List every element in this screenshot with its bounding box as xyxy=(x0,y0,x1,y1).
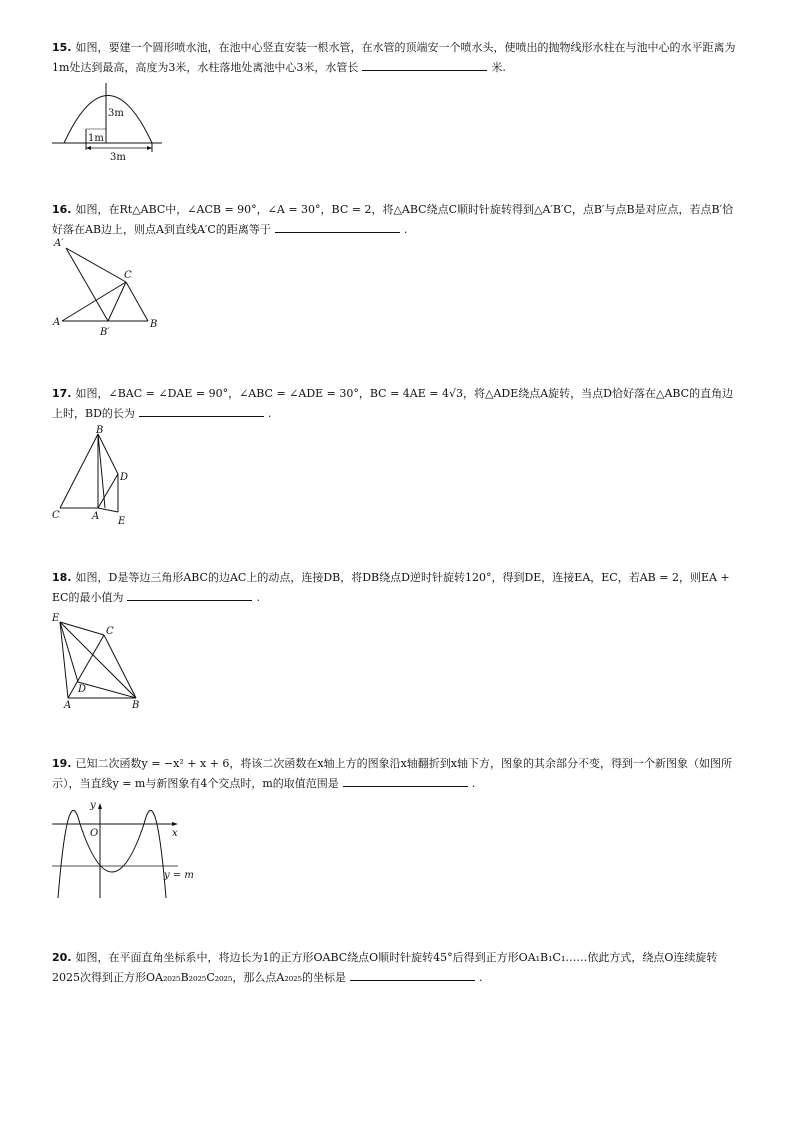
label-height: 3m xyxy=(108,108,124,119)
label-c: C xyxy=(52,510,60,521)
answer-blank[interactable] xyxy=(350,968,475,981)
label-d: D xyxy=(78,684,87,695)
figure-two-right-triangles xyxy=(50,424,140,530)
question-17 xyxy=(52,384,742,424)
figure-folded-parabola xyxy=(50,796,200,906)
label-origin: O xyxy=(90,828,99,839)
label-d: D xyxy=(120,472,129,483)
question-text-end: . xyxy=(478,971,483,984)
question-number: 16. xyxy=(52,203,72,216)
label-a: A xyxy=(53,317,61,328)
label-a: A xyxy=(92,511,100,522)
label-b: B xyxy=(96,425,104,436)
question-text: 如图，∠BAC = ∠DAE = 90°，∠ABC = ∠ADE = 30°，BC = 4AE = 4√3，将△ADE绕点A旋转，当点D恰好落在△ABC的直角边上时，BD的长为 xyxy=(52,387,734,420)
label-c: C xyxy=(106,626,114,637)
question-number: 17. xyxy=(52,387,72,400)
figure-rotated-triangle xyxy=(50,234,165,340)
question-number: 15. xyxy=(52,41,72,54)
label-b: B xyxy=(132,700,140,710)
label-x-axis: x xyxy=(172,828,178,839)
label-line-y-m: y = m xyxy=(164,870,194,881)
question-20 xyxy=(52,948,742,988)
label-pipe: 1m xyxy=(88,133,104,144)
label-y-axis: y xyxy=(90,800,96,811)
question-19 xyxy=(52,754,742,794)
question-text-end: . xyxy=(256,591,260,604)
label-b: B xyxy=(150,319,158,330)
answer-blank[interactable] xyxy=(127,588,252,601)
question-text: 如图，D是等边三角形ABC的边AC上的动点，连接DB，将DB绕点D逆时针旋转120°，得到DE，连接EA，EC，若AB = 2，则EA + EC的最小值为 xyxy=(52,571,730,604)
question-number: 18. xyxy=(52,571,72,584)
question-text-end: . xyxy=(471,777,476,790)
label-a-prime: A′ xyxy=(54,238,64,249)
question-text-end: . xyxy=(403,223,408,236)
question-15 xyxy=(52,38,742,78)
answer-blank[interactable] xyxy=(362,58,487,71)
label-a: A xyxy=(64,700,72,710)
question-text: 如图，要建一个圆形喷水池，在池中心竖直安装一根水管，在水管的顶端安一个喷水头，使喷出的抛物线形水柱在与池中心的水平距离为1m处达到最高，高度为3米，水柱落地处离池中心3米，水管长 xyxy=(52,41,736,74)
label-c: C xyxy=(124,270,132,281)
question-text: 已知二次函数y = −x² + x + 6，将该二次函数在x轴上方的图象沿x轴翻折到x轴下方，图象的其余部分不变，得到一个新图象（如图所示），当直线y = m与新图象有4个交点时，m的取值范围是 xyxy=(52,757,732,790)
question-text: 如图，在Rt△ABC中，∠ACB = 90°，∠A = 30°，BC = 2，将△ABC绕点C顺时针旋转得到△A′B′C，点B′与点B是对应点，若点B′恰好落在AB边上，则点A到直线A′C的距离等于 xyxy=(52,203,734,236)
question-number: 19. xyxy=(52,757,72,770)
label-e: E xyxy=(118,516,126,527)
answer-blank[interactable] xyxy=(139,404,264,417)
answer-blank[interactable] xyxy=(275,220,400,233)
question-text-end: 米. xyxy=(491,61,506,74)
label-e: E xyxy=(52,613,60,624)
figure-fountain xyxy=(50,78,165,166)
figure-equilateral-triangle xyxy=(50,610,150,710)
answer-blank[interactable] xyxy=(343,774,468,787)
question-18 xyxy=(52,568,742,608)
question-text-end: . xyxy=(267,407,272,420)
label-b-prime: B′ xyxy=(100,327,110,338)
question-text: 如图，在平面直角坐标系中，将边长为1的正方形OABC绕点O顺时针旋转45°后得到正方形OA₁B₁C₁……依此方式，绕点O连续旋转2025次得到正方形OA₂₀₂₅B₂₀₂₅C₂₀₂₅，那么点A₂₀₂₅的坐标是 xyxy=(52,951,718,984)
label-distance: 3m xyxy=(110,152,126,163)
question-number: 20. xyxy=(52,951,72,964)
